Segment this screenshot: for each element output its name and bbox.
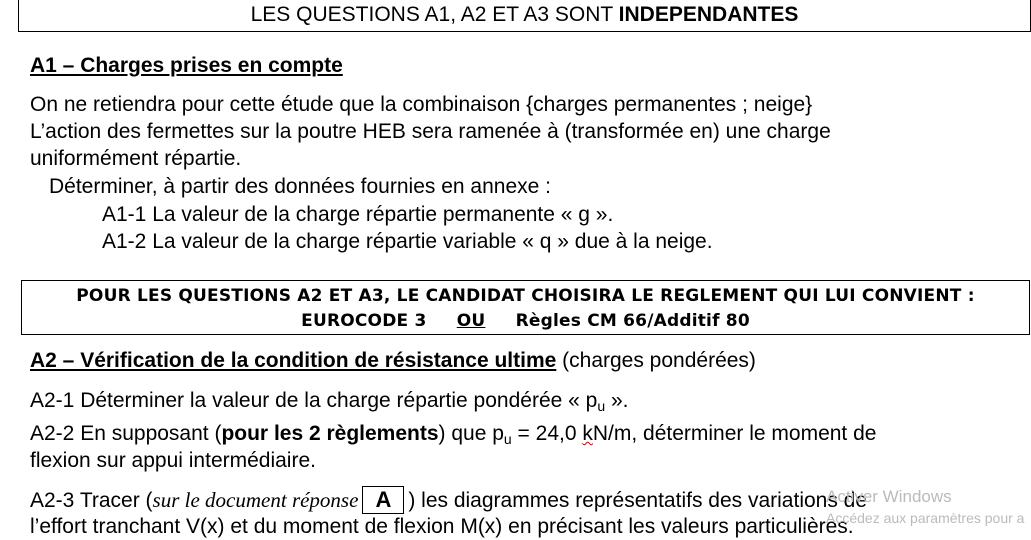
- banner-text-regular: LES QUESTIONS A1, A2 ET A3 SONT: [250, 3, 619, 26]
- regulation-box: [21, 280, 1030, 335]
- a1-question-2: A1-2 La valeur de la charge répartie variable « q » due à la neige.: [102, 230, 713, 253]
- regulation-option-eurocode: EUROCODE 3: [301, 311, 427, 331]
- a1-paragraph-1: On ne retiendra pour cette étude que la combinaison {charges permanentes ; neige}: [30, 93, 813, 116]
- a2-q1-end: ».: [605, 389, 629, 412]
- a2-q2-unit-rest: N/m, déterminer le moment de: [592, 422, 877, 445]
- a1-paragraph-3: uniformément répartie.: [30, 147, 242, 170]
- regulation-option-cm66: Règles CM 66/Additif 80: [515, 311, 750, 331]
- top-banner: [18, 0, 1031, 32]
- a1-question-1: A1-1 La valeur de la charge répartie permanente « g ».: [102, 203, 614, 226]
- a2-heading-suffix: (charges pondérées): [556, 349, 756, 372]
- a2-heading: A2 – Vérification de la condition de résistance ultime: [30, 349, 557, 372]
- a2-q2-value: = 24,0: [511, 422, 583, 445]
- document-reponse-box-a: A: [362, 486, 404, 514]
- regulation-line-1: POUR LES QUESTIONS A2 ET A3, LE CANDIDAT CHOISIRA LE REGLEMENT QUI LUI CONVIENT :: [76, 286, 975, 306]
- a2-question-3: [30, 486, 867, 514]
- a2-q1-text: A2-1 Déterminer la valeur de la charge répartie pondérée « p: [30, 389, 598, 412]
- a2-q2-text: A2-2 En supposant (: [30, 422, 222, 445]
- regulation-line-2: [22, 311, 1029, 331]
- a2-q2-unit-prefix: k: [582, 422, 593, 445]
- a2-question-3-line-2: l’effort tranchant V(x) et du moment de flexion M(x) en précisant les valeurs particulières.: [30, 515, 854, 538]
- a2-question-1: [30, 388, 628, 419]
- a2-q2-text-2: ) que p: [438, 422, 504, 445]
- a2-q2-subscript: u: [503, 431, 512, 447]
- a2-question-2-line-2: flexion sur appui intermédiaire.: [30, 449, 316, 472]
- a2-q3-italic: sur le document réponse: [152, 488, 359, 512]
- banner-text-bold: INDEPENDANTES: [618, 3, 799, 26]
- activation-watermark-title: Activer Windows: [826, 487, 952, 506]
- a2-q3-text: A2-3 Tracer (: [30, 489, 153, 512]
- a1-paragraph-2: L’action des fermettes sur la poutre HEB sera ramenée à (transformée en) une charge: [30, 120, 831, 143]
- a2-q2-bold: pour les 2 règlements: [221, 422, 439, 445]
- a2-q3-text-2: ) les diagrammes représentatifs des variations de: [408, 489, 868, 512]
- a2-q1-subscript: u: [597, 398, 606, 414]
- regulation-or: OU: [456, 311, 486, 331]
- a2-heading-line: [30, 348, 756, 374]
- a1-instruction: Déterminer, à partir des données fournies en annexe :: [49, 175, 551, 198]
- top-banner-text: [19, 3, 1030, 27]
- a1-heading: A1 – Charges prises en compte: [30, 54, 343, 77]
- activation-watermark-subtitle: Accédez aux paramètres pour a: [826, 510, 1025, 526]
